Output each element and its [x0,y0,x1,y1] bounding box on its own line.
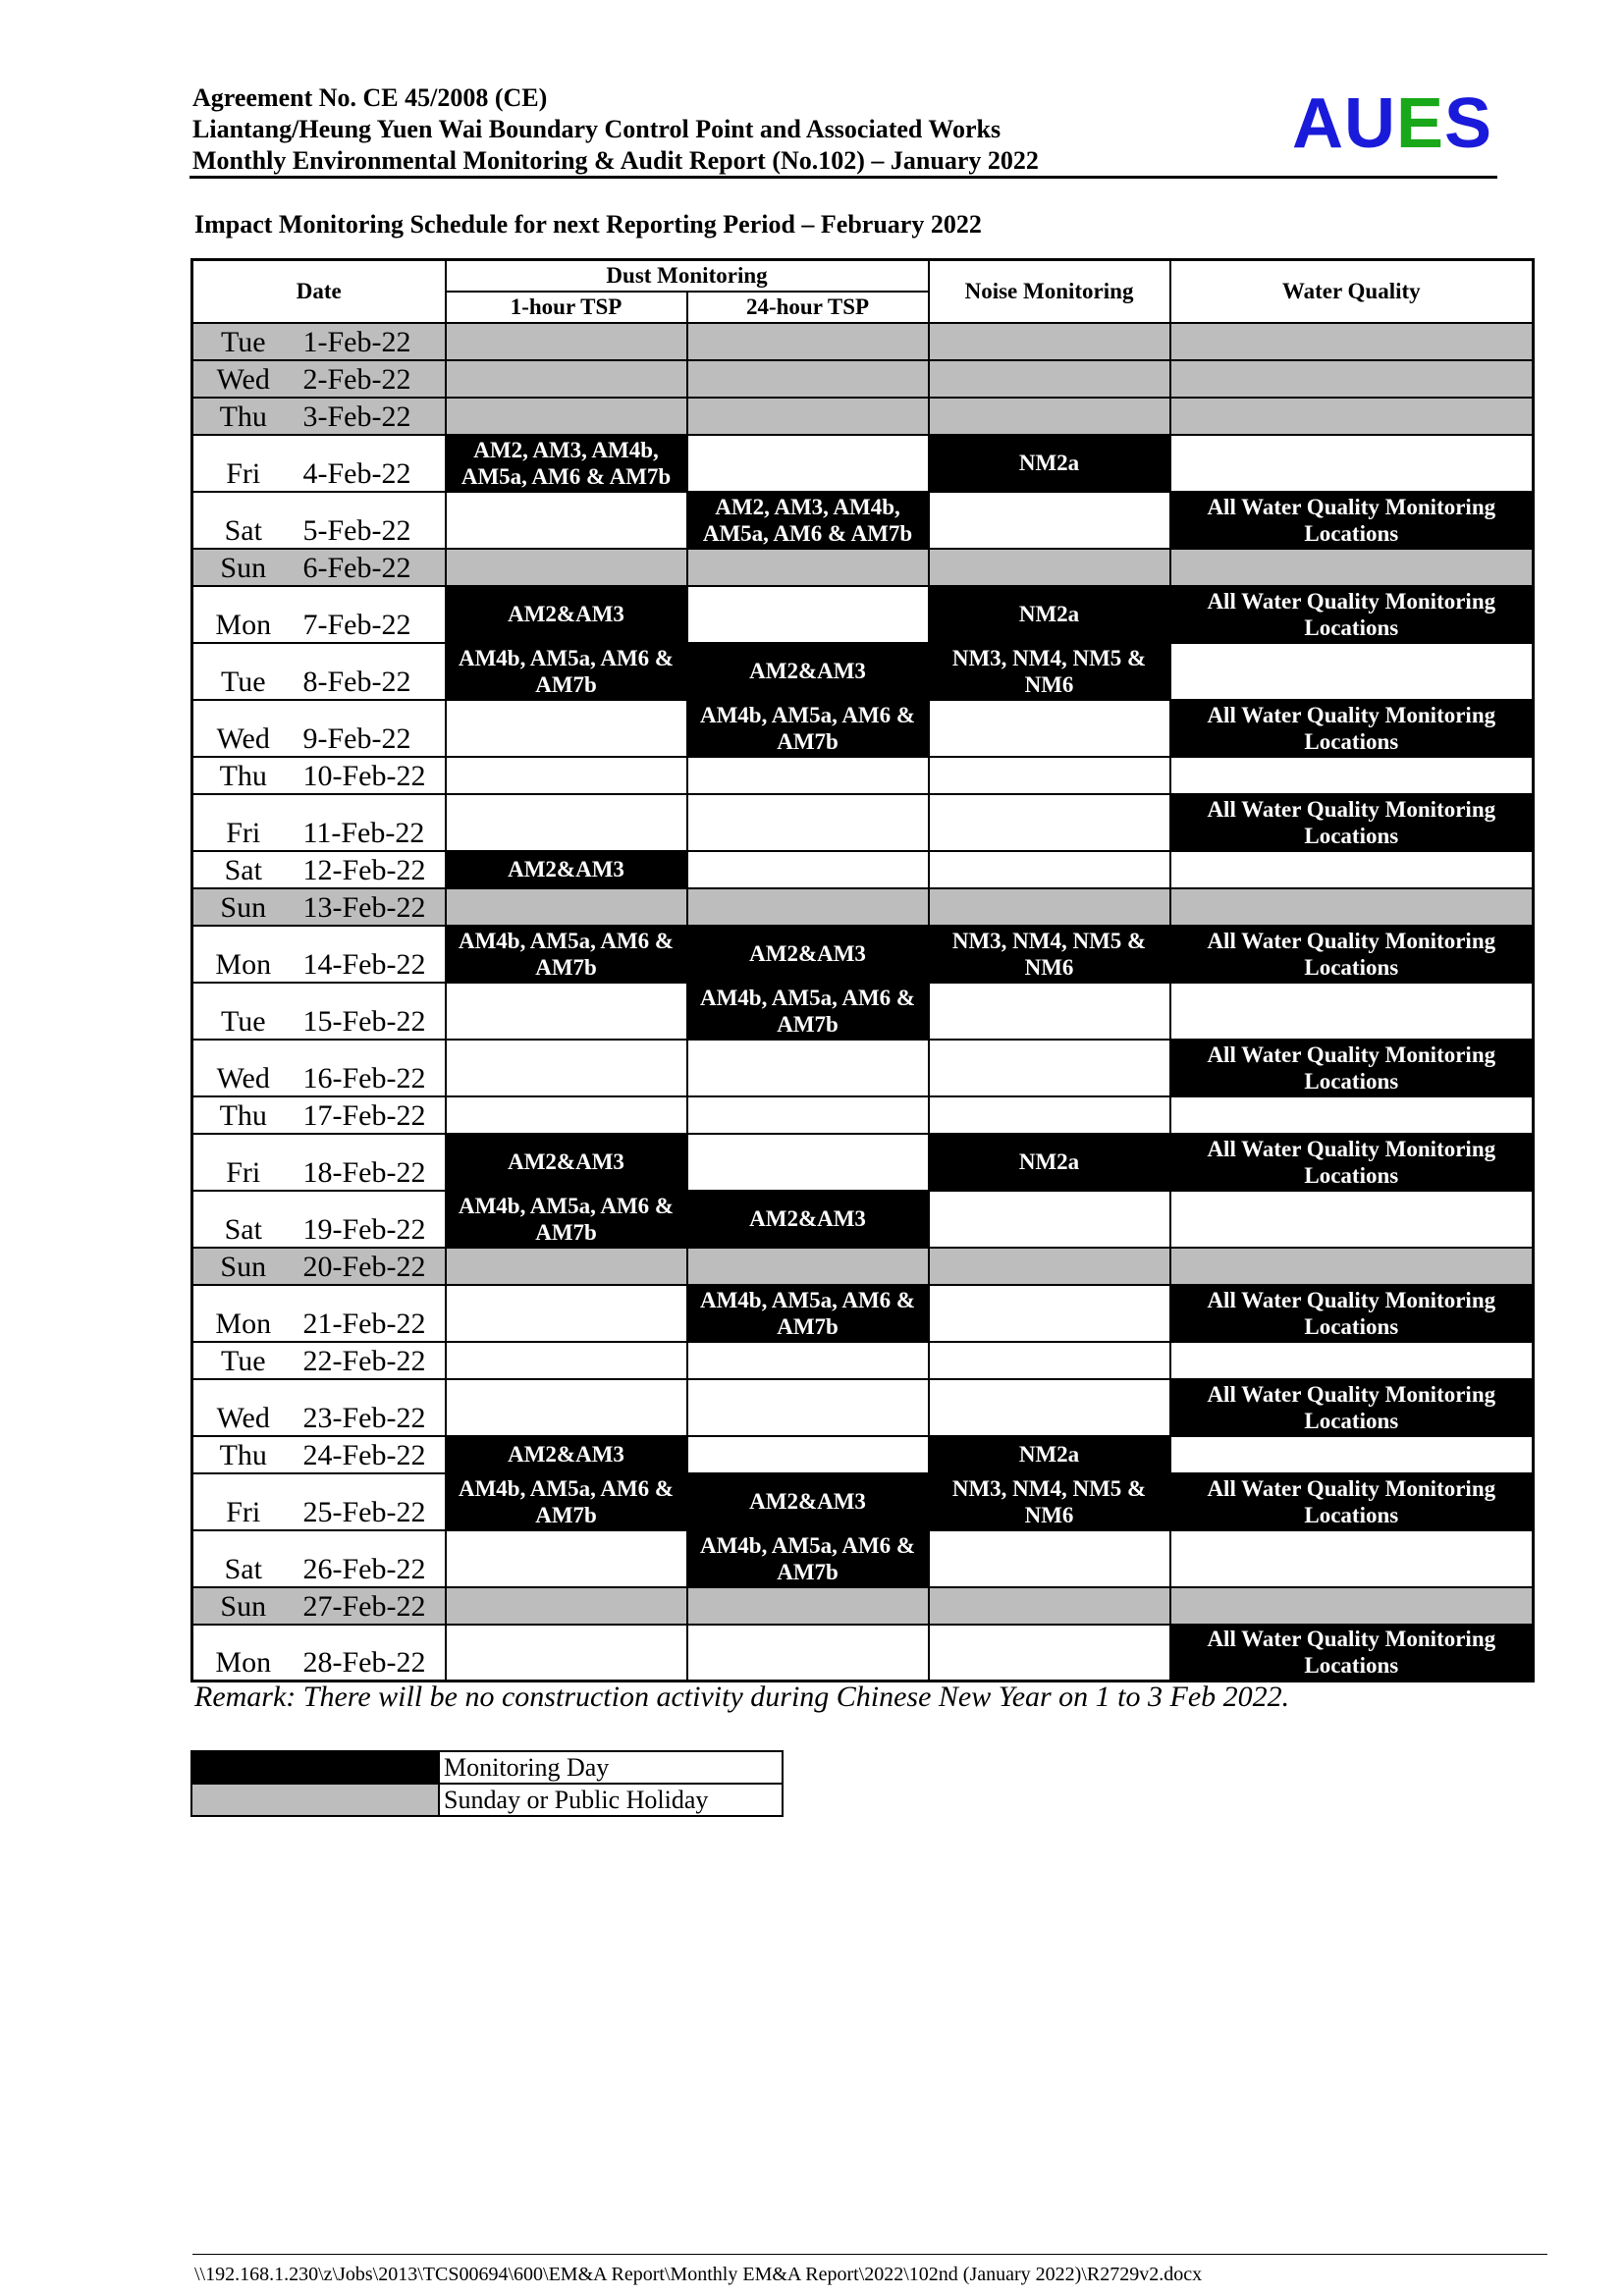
tsp-24hour-cell [687,1379,929,1436]
tsp-1hour-cell: AM4b, AM5a, AM6 & AM7b [446,1473,687,1530]
footer-divider [192,2254,1547,2255]
date-cell: 11-Feb-22 [294,794,446,851]
noise-cell [929,851,1170,888]
schedule-row [192,435,1534,492]
schedule-row [192,360,1534,398]
schedule-body [192,323,1534,1682]
day-of-week: Sat [192,851,294,888]
schedule-row [192,323,1534,360]
aues-logo [1292,84,1492,163]
tsp-24hour-cell: AM4b, AM5a, AM6 & AM7b [687,983,929,1040]
noise-cell [929,1248,1170,1285]
water-quality-cell [1170,1587,1534,1625]
tsp-24hour-cell [687,1134,929,1191]
legend-monitoring-swatch [191,1751,439,1784]
noise-cell [929,549,1170,586]
date-cell: 5-Feb-22 [294,492,446,549]
water-quality-cell [1170,851,1534,888]
tsp-1hour-cell [446,1285,687,1342]
day-of-week: Fri [192,794,294,851]
date-cell: 3-Feb-22 [294,398,446,435]
header-date: Date [192,260,446,323]
noise-cell [929,1342,1170,1379]
tsp-24hour-cell [687,1248,929,1285]
date-cell: 4-Feb-22 [294,435,446,492]
noise-cell [929,888,1170,926]
day-of-week: Mon [192,926,294,983]
tsp-1hour-cell [446,1342,687,1379]
noise-cell [929,323,1170,360]
schedule-row [192,926,1534,983]
day-of-week: Thu [192,1436,294,1473]
tsp-24hour-cell [687,323,929,360]
tsp-24hour-cell: AM4b, AM5a, AM6 & AM7b [687,700,929,757]
remark: Remark: There will be no construction activity during Chinese New Year on 1 to 3 Feb 2022. [194,1681,1290,1713]
water-quality-cell [1170,757,1534,794]
tsp-1hour-cell: AM2&AM3 [446,1134,687,1191]
tsp-24hour-cell [687,586,929,643]
schedule-row [192,1587,1534,1625]
date-cell: 6-Feb-22 [294,549,446,586]
water-quality-cell [1170,1530,1534,1587]
date-cell: 23-Feb-22 [294,1379,446,1436]
tsp-24hour-cell [687,1096,929,1134]
tsp-24hour-cell [687,1625,929,1682]
day-of-week: Tue [192,643,294,700]
tsp-24hour-cell [687,398,929,435]
day-of-week: Sun [192,549,294,586]
tsp-24hour-cell [687,794,929,851]
schedule-row [192,549,1534,586]
date-cell: 27-Feb-22 [294,1587,446,1625]
tsp-24hour-cell [687,851,929,888]
monitoring-schedule-table [190,258,1535,1682]
tsp-24hour-cell: AM4b, AM5a, AM6 & AM7b [687,1285,929,1342]
date-cell: 21-Feb-22 [294,1285,446,1342]
day-of-week: Sat [192,1191,294,1248]
tsp-24hour-cell [687,1587,929,1625]
tsp-1hour-cell [446,983,687,1040]
day-of-week: Fri [192,1134,294,1191]
tsp-1hour-cell [446,323,687,360]
date-cell: 1-Feb-22 [294,323,446,360]
tsp-24hour-cell: AM2&AM3 [687,643,929,700]
day-of-week: Mon [192,586,294,643]
water-quality-cell [1170,1436,1534,1473]
water-quality-cell [1170,1191,1534,1248]
tsp-24hour-cell: AM2&AM3 [687,1191,929,1248]
noise-cell: NM3, NM4, NM5 & NM6 [929,643,1170,700]
day-of-week: Thu [192,398,294,435]
tsp-24hour-cell: AM2, AM3, AM4b, AM5a, AM6 & AM7b [687,492,929,549]
date-cell: 18-Feb-22 [294,1134,446,1191]
water-quality-cell [1170,360,1534,398]
date-cell: 22-Feb-22 [294,1342,446,1379]
schedule-row [192,1530,1534,1587]
tsp-1hour-cell: AM4b, AM5a, AM6 & AM7b [446,1191,687,1248]
tsp-24hour-cell [687,360,929,398]
date-cell: 14-Feb-22 [294,926,446,983]
day-of-week: Fri [192,435,294,492]
tsp-1hour-cell [446,794,687,851]
water-quality-cell: All Water Quality Monitoring Locations [1170,1625,1534,1682]
noise-cell [929,1191,1170,1248]
header-noise-monitoring: Noise Monitoring [929,260,1170,323]
noise-cell: NM3, NM4, NM5 & NM6 [929,926,1170,983]
tsp-1hour-cell [446,492,687,549]
water-quality-cell [1170,1342,1534,1379]
agreement-number: Agreement No. CE 45/2008 (CE) [192,83,548,112]
day-of-week: Mon [192,1285,294,1342]
legend [190,1750,784,1817]
schedule-row [192,1096,1534,1134]
schedule-row [192,1285,1534,1342]
noise-cell [929,398,1170,435]
noise-cell: NM2a [929,1436,1170,1473]
tsp-1hour-cell [446,360,687,398]
tsp-1hour-cell [446,1625,687,1682]
date-cell: 16-Feb-22 [294,1040,446,1096]
schedule-row [192,888,1534,926]
day-of-week: Sun [192,1587,294,1625]
water-quality-cell: All Water Quality Monitoring Locations [1170,1134,1534,1191]
tsp-24hour-cell [687,1040,929,1096]
noise-cell [929,1040,1170,1096]
noise-cell [929,1587,1170,1625]
schedule-row [192,492,1534,549]
noise-cell [929,492,1170,549]
header-divider [189,176,1497,179]
day-of-week: Sat [192,1530,294,1587]
water-quality-cell [1170,1248,1534,1285]
tsp-24hour-cell [687,1436,929,1473]
date-cell: 10-Feb-22 [294,757,446,794]
schedule-row [192,398,1534,435]
tsp-24hour-cell [687,1342,929,1379]
noise-cell [929,983,1170,1040]
tsp-1hour-cell [446,1379,687,1436]
tsp-1hour-cell [446,1248,687,1285]
tsp-24hour-cell: AM4b, AM5a, AM6 & AM7b [687,1530,929,1587]
schedule-title: Impact Monitoring Schedule for next Reporting Period – February 2022 [194,210,982,239]
tsp-1hour-cell [446,757,687,794]
day-of-week: Wed [192,1040,294,1096]
day-of-week: Wed [192,360,294,398]
tsp-1hour-cell [446,888,687,926]
header-dust-monitoring: Dust Monitoring [446,260,929,292]
schedule-row [192,700,1534,757]
schedule-row [192,1625,1534,1682]
water-quality-cell [1170,983,1534,1040]
noise-cell [929,360,1170,398]
schedule-row [192,983,1534,1040]
schedule-row [192,1134,1534,1191]
schedule-row [192,1379,1534,1436]
noise-cell: NM2a [929,586,1170,643]
water-quality-cell: All Water Quality Monitoring Locations [1170,492,1534,549]
day-of-week: Tue [192,1342,294,1379]
date-cell: 28-Feb-22 [294,1625,446,1682]
day-of-week: Sun [192,888,294,926]
tsp-1hour-cell [446,1587,687,1625]
noise-cell [929,1530,1170,1587]
date-cell: 25-Feb-22 [294,1473,446,1530]
tsp-1hour-cell [446,700,687,757]
schedule-row [192,794,1534,851]
schedule-row [192,1342,1534,1379]
schedule-row [192,1248,1534,1285]
header-24-hour-tsp: 24-hour TSP [687,292,929,323]
day-of-week: Wed [192,700,294,757]
logo-letter-s: S [1443,84,1492,163]
day-of-week: Thu [192,1096,294,1134]
tsp-1hour-cell: AM2&AM3 [446,1436,687,1473]
day-of-week: Fri [192,1473,294,1530]
day-of-week: Sun [192,1248,294,1285]
date-cell: 13-Feb-22 [294,888,446,926]
tsp-24hour-cell [687,435,929,492]
noise-cell: NM2a [929,435,1170,492]
water-quality-cell: All Water Quality Monitoring Locations [1170,586,1534,643]
noise-cell [929,700,1170,757]
day-of-week: Wed [192,1379,294,1436]
schedule-row [192,643,1534,700]
report-header [192,82,1498,177]
noise-cell [929,1625,1170,1682]
water-quality-cell [1170,643,1534,700]
water-quality-cell: All Water Quality Monitoring Locations [1170,700,1534,757]
header-1-hour-tsp: 1-hour TSP [446,292,687,323]
tsp-1hour-cell [446,398,687,435]
tsp-24hour-cell [687,549,929,586]
date-cell: 20-Feb-22 [294,1248,446,1285]
date-cell: 2-Feb-22 [294,360,446,398]
day-of-week: Sat [192,492,294,549]
date-cell: 15-Feb-22 [294,983,446,1040]
tsp-24hour-cell [687,757,929,794]
water-quality-cell [1170,549,1534,586]
day-of-week: Thu [192,757,294,794]
water-quality-cell: All Water Quality Monitoring Locations [1170,1040,1534,1096]
tsp-24hour-cell [687,888,929,926]
schedule-row [192,586,1534,643]
tsp-1hour-cell: AM4b, AM5a, AM6 & AM7b [446,926,687,983]
tsp-1hour-cell: AM4b, AM5a, AM6 & AM7b [446,643,687,700]
tsp-1hour-cell: AM2&AM3 [446,851,687,888]
noise-cell: NM2a [929,1134,1170,1191]
header-water-quality: Water Quality [1170,260,1534,323]
logo-letter-e: E [1395,84,1444,163]
file-path-footer: \\192.168.1.230\z\Jobs\2013\TCS00694\600\EM&A Report\Monthly EM&A Report\2022\102nd (January 2022)\R2729v2.docx [194,2264,1203,2285]
schedule-row [192,851,1534,888]
schedule-row [192,1473,1534,1530]
noise-cell [929,1285,1170,1342]
schedule-row [192,1040,1534,1096]
water-quality-cell [1170,1096,1534,1134]
date-cell: 7-Feb-22 [294,586,446,643]
day-of-week: Mon [192,1625,294,1682]
water-quality-cell: All Water Quality Monitoring Locations [1170,1285,1534,1342]
tsp-1hour-cell [446,1040,687,1096]
water-quality-cell: All Water Quality Monitoring Locations [1170,926,1534,983]
noise-cell [929,1379,1170,1436]
tsp-1hour-cell: AM2, AM3, AM4b, AM5a, AM6 & AM7b [446,435,687,492]
noise-cell: NM3, NM4, NM5 & NM6 [929,1473,1170,1530]
logo-letter-a: A [1291,84,1344,163]
tsp-1hour-cell [446,1530,687,1587]
date-cell: 8-Feb-22 [294,643,446,700]
water-quality-cell [1170,323,1534,360]
water-quality-cell [1170,888,1534,926]
date-cell: 24-Feb-22 [294,1436,446,1473]
schedule-row [192,1436,1534,1473]
tsp-24hour-cell: AM2&AM3 [687,926,929,983]
project-title: Liantang/Heung Yuen Wai Boundary Control Point and Associated Works [192,115,1001,143]
tsp-1hour-cell [446,549,687,586]
logo-letter-u: U [1343,84,1396,163]
date-cell: 9-Feb-22 [294,700,446,757]
water-quality-cell [1170,435,1534,492]
report-title: Monthly Environmental Monitoring & Audit Report (No.102) – January 2022 [192,146,1039,175]
legend-holiday-label: Sunday or Public Holiday [439,1784,783,1816]
day-of-week: Tue [192,983,294,1040]
date-cell: 12-Feb-22 [294,851,446,888]
tsp-24hour-cell: AM2&AM3 [687,1473,929,1530]
date-cell: 19-Feb-22 [294,1191,446,1248]
water-quality-cell: All Water Quality Monitoring Locations [1170,1379,1534,1436]
legend-monitoring-label: Monitoring Day [439,1751,783,1784]
water-quality-cell: All Water Quality Monitoring Locations [1170,794,1534,851]
noise-cell [929,794,1170,851]
water-quality-cell: All Water Quality Monitoring Locations [1170,1473,1534,1530]
schedule-row [192,757,1534,794]
noise-cell [929,757,1170,794]
noise-cell [929,1096,1170,1134]
schedule-row [192,1191,1534,1248]
tsp-1hour-cell: AM2&AM3 [446,586,687,643]
tsp-1hour-cell [446,1096,687,1134]
date-cell: 26-Feb-22 [294,1530,446,1587]
date-cell: 17-Feb-22 [294,1096,446,1134]
legend-holiday-swatch [191,1784,439,1816]
day-of-week: Tue [192,323,294,360]
water-quality-cell [1170,398,1534,435]
